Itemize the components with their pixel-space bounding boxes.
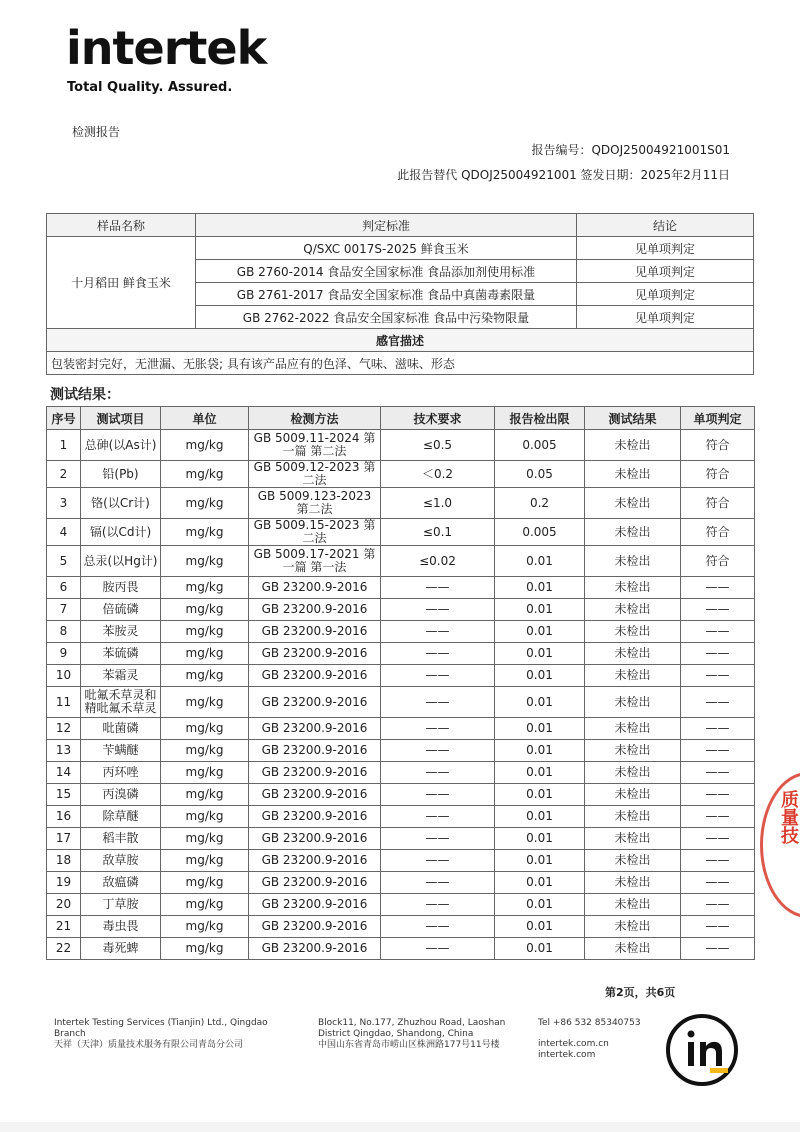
table-cell: mg/kg: [161, 872, 249, 894]
table-cell: 21: [47, 916, 81, 938]
table-cell: 0.01: [495, 806, 585, 828]
table-cell: mg/kg: [161, 762, 249, 784]
sensory-title: 感官描述: [47, 329, 754, 352]
table-cell: ——: [681, 577, 755, 599]
table-cell: 未检出: [585, 828, 681, 850]
table-row: [47, 577, 755, 599]
table-row: [47, 784, 755, 806]
table-cell: 未检出: [585, 718, 681, 740]
table-cell: mg/kg: [161, 621, 249, 643]
table-cell: 0.01: [495, 762, 585, 784]
standard-2: GB 2760-2014 食品安全国家标准 食品添加剂使用标准: [196, 260, 577, 283]
table-cell: 未检出: [585, 546, 681, 577]
table-cell: ——: [681, 621, 755, 643]
table-cell: 7: [47, 599, 81, 621]
table-cell: 苯胺灵: [81, 621, 161, 643]
table-cell: 敌草胺: [81, 850, 161, 872]
table-cell: 0.01: [495, 784, 585, 806]
results-header-6: 测试结果: [585, 407, 681, 430]
results-header-7: 单项判定: [681, 407, 755, 430]
company-english: Intertek Testing Services (Tianjin) Ltd., Qingdao Branch: [54, 1018, 268, 1039]
table-cell: 20: [47, 894, 81, 916]
table-cell: GB 23200.9-2016: [249, 599, 381, 621]
table-cell: 未检出: [585, 643, 681, 665]
table-row: [47, 599, 755, 621]
intertek-in-logo-icon: [664, 1012, 740, 1088]
table-cell: 2: [47, 461, 81, 488]
table-cell: 10: [47, 665, 81, 687]
telephone: Tel +86 532 85340753: [538, 1018, 641, 1028]
address-english: Block11, No.177, Zhuzhou Road, Laoshan District Qingdao, Shandong, China: [318, 1018, 506, 1039]
table-row: [47, 718, 755, 740]
page-number: 第2页，共6页: [605, 986, 676, 999]
table-cell: 未检出: [585, 488, 681, 519]
table-row: [47, 762, 755, 784]
table-cell: ——: [681, 872, 755, 894]
table-cell: GB 23200.9-2016: [249, 762, 381, 784]
table-cell: ≤0.1: [381, 519, 495, 546]
table-row: [47, 665, 755, 687]
table-cell: 0.01: [495, 643, 585, 665]
table-cell: ——: [381, 872, 495, 894]
document-type: 检测报告: [72, 125, 121, 139]
table-cell: ——: [381, 806, 495, 828]
table-cell: 5: [47, 546, 81, 577]
table-cell: mg/kg: [161, 806, 249, 828]
results-header-1: 测试项目: [81, 407, 161, 430]
table-cell: ——: [681, 643, 755, 665]
col-standard: 判定标准: [196, 214, 577, 237]
conclusion-2: 见单项判定: [577, 260, 754, 283]
table-cell: mg/kg: [161, 784, 249, 806]
summary-table: [46, 213, 754, 375]
table-cell: 0.01: [495, 894, 585, 916]
table-cell: GB 23200.9-2016: [249, 894, 381, 916]
table-cell: ——: [681, 850, 755, 872]
table-cell: mg/kg: [161, 665, 249, 687]
table-cell: 未检出: [585, 621, 681, 643]
table-cell: mg/kg: [161, 850, 249, 872]
table-cell: 1: [47, 430, 81, 461]
table-cell: 未检出: [585, 430, 681, 461]
conclusion-1: 见单项判定: [577, 237, 754, 260]
table-cell: ——: [381, 643, 495, 665]
table-cell: 0.01: [495, 577, 585, 599]
table-cell: ——: [381, 938, 495, 960]
results-header-2: 单位: [161, 407, 249, 430]
table-cell: ≤0.02: [381, 546, 495, 577]
table-cell: ——: [681, 599, 755, 621]
table-cell: 吡氟禾草灵和精吡氟禾草灵: [81, 687, 161, 718]
table-cell: ——: [381, 665, 495, 687]
address-info: [318, 1018, 528, 1051]
table-cell: ——: [381, 718, 495, 740]
table-cell: ≤0.5: [381, 430, 495, 461]
table-cell: ——: [681, 806, 755, 828]
table-row: [47, 430, 755, 461]
table-row: [47, 687, 755, 718]
table-cell: 0.01: [495, 665, 585, 687]
table-cell: ——: [681, 762, 755, 784]
standard-1: Q/SXC 0017S-2025 鲜食玉米: [196, 237, 577, 260]
table-row: [47, 488, 755, 519]
table-row: [47, 643, 755, 665]
table-cell: 0.01: [495, 916, 585, 938]
table-cell: GB 23200.9-2016: [249, 687, 381, 718]
table-cell: 0.01: [495, 718, 585, 740]
col-conclusion: 结论: [577, 214, 754, 237]
table-cell: GB 5009.12-2023 第二法: [249, 461, 381, 488]
results-table: [46, 406, 755, 960]
intertek-logo: intertek: [66, 21, 267, 75]
table-cell: 镉(以Cd计): [81, 519, 161, 546]
table-cell: 0.01: [495, 687, 585, 718]
table-cell: ——: [681, 687, 755, 718]
table-cell: 未检出: [585, 461, 681, 488]
table-cell: GB 23200.9-2016: [249, 621, 381, 643]
table-cell: GB 23200.9-2016: [249, 740, 381, 762]
table-cell: 19: [47, 872, 81, 894]
table-cell: 15: [47, 784, 81, 806]
table-cell: 未检出: [585, 577, 681, 599]
table-cell: 未检出: [585, 762, 681, 784]
table-cell: 倍硫磷: [81, 599, 161, 621]
table-cell: 敌瘟磷: [81, 872, 161, 894]
table-row: [47, 894, 755, 916]
table-cell: ——: [681, 718, 755, 740]
website-com[interactable]: intertek.com: [538, 1050, 596, 1060]
table-cell: 稻丰散: [81, 828, 161, 850]
table-cell: GB 5009.11-2024 第一篇 第二法: [249, 430, 381, 461]
table-cell: ——: [681, 894, 755, 916]
table-cell: mg/kg: [161, 740, 249, 762]
table-cell: 毒死蜱: [81, 938, 161, 960]
table-cell: 0.01: [495, 850, 585, 872]
address-chinese: 中国山东省青岛市崂山区株洲路177号11号楼: [318, 1040, 500, 1050]
table-cell: mg/kg: [161, 461, 249, 488]
table-cell: 14: [47, 762, 81, 784]
table-cell: 0.01: [495, 828, 585, 850]
table-row: [47, 740, 755, 762]
table-row: [47, 806, 755, 828]
table-cell: mg/kg: [161, 488, 249, 519]
table-cell: 16: [47, 806, 81, 828]
table-cell: 苯霜灵: [81, 665, 161, 687]
table-cell: 胺丙畏: [81, 577, 161, 599]
contact-info: [538, 1018, 658, 1061]
table-cell: 0.005: [495, 430, 585, 461]
table-cell: 0.05: [495, 461, 585, 488]
results-header-4: 技术要求: [381, 407, 495, 430]
table-cell: 18: [47, 850, 81, 872]
table-cell: 未检出: [585, 740, 681, 762]
table-cell: 未检出: [585, 850, 681, 872]
table-cell: mg/kg: [161, 916, 249, 938]
table-cell: ——: [381, 599, 495, 621]
table-cell: ——: [381, 740, 495, 762]
table-cell: 毒虫畏: [81, 916, 161, 938]
table-cell: 13: [47, 740, 81, 762]
table-cell: 22: [47, 938, 81, 960]
table-cell: ——: [381, 784, 495, 806]
replacement-and-date: 此报告替代 QDOJ25004921001 签发日期：2025年2月11日: [397, 168, 730, 182]
table-cell: 9: [47, 643, 81, 665]
table-cell: ——: [681, 828, 755, 850]
table-cell: GB 23200.9-2016: [249, 577, 381, 599]
table-cell: 0.01: [495, 599, 585, 621]
table-cell: ——: [681, 665, 755, 687]
table-cell: mg/kg: [161, 519, 249, 546]
table-cell: 苯硫磷: [81, 643, 161, 665]
table-cell: 0.005: [495, 519, 585, 546]
table-cell: ——: [381, 621, 495, 643]
table-cell: 符合: [681, 488, 755, 519]
table-cell: 丙环唑: [81, 762, 161, 784]
table-cell: 6: [47, 577, 81, 599]
results-header-0: 序号: [47, 407, 81, 430]
table-cell: 铬(以Cr计): [81, 488, 161, 519]
table-cell: 未检出: [585, 784, 681, 806]
table-cell: 未检出: [585, 916, 681, 938]
table-cell: GB 23200.9-2016: [249, 872, 381, 894]
table-cell: GB 5009.123-2023 第二法: [249, 488, 381, 519]
seal-lettering: 质量技: [778, 790, 799, 844]
table-row: [47, 872, 755, 894]
table-cell: 除草醚: [81, 806, 161, 828]
table-cell: 吡菌磷: [81, 718, 161, 740]
results-title: 测试结果：: [50, 387, 120, 403]
table-cell: 未检出: [585, 806, 681, 828]
table-cell: 未检出: [585, 872, 681, 894]
table-cell: GB 23200.9-2016: [249, 643, 381, 665]
table-cell: GB 23200.9-2016: [249, 938, 381, 960]
table-cell: 0.01: [495, 740, 585, 762]
table-cell: ＜0.2: [381, 461, 495, 488]
table-cell: ——: [681, 916, 755, 938]
table-cell: 未检出: [585, 938, 681, 960]
table-cell: 未检出: [585, 599, 681, 621]
table-row: [47, 938, 755, 960]
table-cell: GB 23200.9-2016: [249, 784, 381, 806]
table-cell: GB 23200.9-2016: [249, 718, 381, 740]
table-row: [47, 916, 755, 938]
table-cell: 未检出: [585, 665, 681, 687]
table-cell: 0.01: [495, 621, 585, 643]
table-cell: 12: [47, 718, 81, 740]
results-header-3: 检测方法: [249, 407, 381, 430]
table-cell: GB 5009.17-2021 第一篇 第一法: [249, 546, 381, 577]
table-row: [47, 461, 755, 488]
table-row: [47, 519, 755, 546]
table-cell: 8: [47, 621, 81, 643]
table-cell: 丙溴磷: [81, 784, 161, 806]
report-number: 报告编号：QDOJ25004921001S01: [531, 143, 730, 157]
table-cell: 符合: [681, 430, 755, 461]
table-row: [47, 828, 755, 850]
table-cell: mg/kg: [161, 718, 249, 740]
table-cell: mg/kg: [161, 643, 249, 665]
table-cell: 0.01: [495, 872, 585, 894]
table-cell: mg/kg: [161, 894, 249, 916]
table-cell: 符合: [681, 519, 755, 546]
table-cell: ——: [381, 577, 495, 599]
table-cell: 0.2: [495, 488, 585, 519]
table-cell: ——: [681, 740, 755, 762]
standard-4: GB 2762-2022 食品安全国家标准 食品中污染物限量: [196, 306, 577, 329]
results-header-5: 报告检出限: [495, 407, 585, 430]
table-cell: 未检出: [585, 519, 681, 546]
table-cell: mg/kg: [161, 828, 249, 850]
table-row: [47, 546, 755, 577]
table-cell: 总砷(以As计): [81, 430, 161, 461]
table-cell: 0.01: [495, 546, 585, 577]
table-row: [47, 850, 755, 872]
table-cell: ——: [381, 828, 495, 850]
table-cell: GB 23200.9-2016: [249, 828, 381, 850]
table-cell: 17: [47, 828, 81, 850]
company-chinese: 天祥（天津）质量技术服务有限公司青岛分公司: [54, 1040, 244, 1050]
table-cell: mg/kg: [161, 577, 249, 599]
table-cell: GB 23200.9-2016: [249, 806, 381, 828]
table-cell: mg/kg: [161, 430, 249, 461]
table-cell: 未检出: [585, 894, 681, 916]
table-cell: ——: [681, 784, 755, 806]
conclusion-4: 见单项判定: [577, 306, 754, 329]
company-info: [54, 1018, 294, 1051]
table-cell: 0.01: [495, 938, 585, 960]
table-cell: ——: [381, 894, 495, 916]
table-cell: mg/kg: [161, 687, 249, 718]
table-cell: 未检出: [585, 687, 681, 718]
logo-tagline: Total Quality. Assured.: [67, 80, 233, 95]
standard-3: GB 2761-2017 食品安全国家标准 食品中真菌毒素限量: [196, 283, 577, 306]
conclusion-3: 见单项判定: [577, 283, 754, 306]
table-cell: 符合: [681, 546, 755, 577]
col-sample-name: 样品名称: [47, 214, 196, 237]
table-cell: GB 5009.15-2023 第二法: [249, 519, 381, 546]
page-bottom-strip: [0, 1122, 800, 1132]
table-cell: ——: [381, 916, 495, 938]
table-cell: GB 23200.9-2016: [249, 916, 381, 938]
table-cell: GB 23200.9-2016: [249, 665, 381, 687]
table-cell: ——: [381, 762, 495, 784]
table-cell: ≤1.0: [381, 488, 495, 519]
table-cell: 铅(Pb): [81, 461, 161, 488]
table-cell: ——: [681, 938, 755, 960]
table-cell: 4: [47, 519, 81, 546]
website-cn[interactable]: intertek.com.cn: [538, 1039, 609, 1049]
table-cell: 丁草胺: [81, 894, 161, 916]
table-cell: 3: [47, 488, 81, 519]
sensory-text: 包装密封完好，无泄漏、无胀袋; 具有该产品应有的色泽、气味、滋味、形态: [47, 352, 754, 375]
table-cell: 总汞(以Hg计): [81, 546, 161, 577]
table-cell: 11: [47, 687, 81, 718]
table-cell: ——: [381, 687, 495, 718]
table-cell: 苄螨醚: [81, 740, 161, 762]
table-cell: GB 23200.9-2016: [249, 850, 381, 872]
table-cell: 符合: [681, 461, 755, 488]
table-cell: ——: [381, 850, 495, 872]
table-cell: mg/kg: [161, 938, 249, 960]
sample-name: 十月稻田 鲜食玉米: [47, 237, 196, 329]
table-cell: mg/kg: [161, 546, 249, 577]
table-row: [47, 621, 755, 643]
table-cell: mg/kg: [161, 599, 249, 621]
